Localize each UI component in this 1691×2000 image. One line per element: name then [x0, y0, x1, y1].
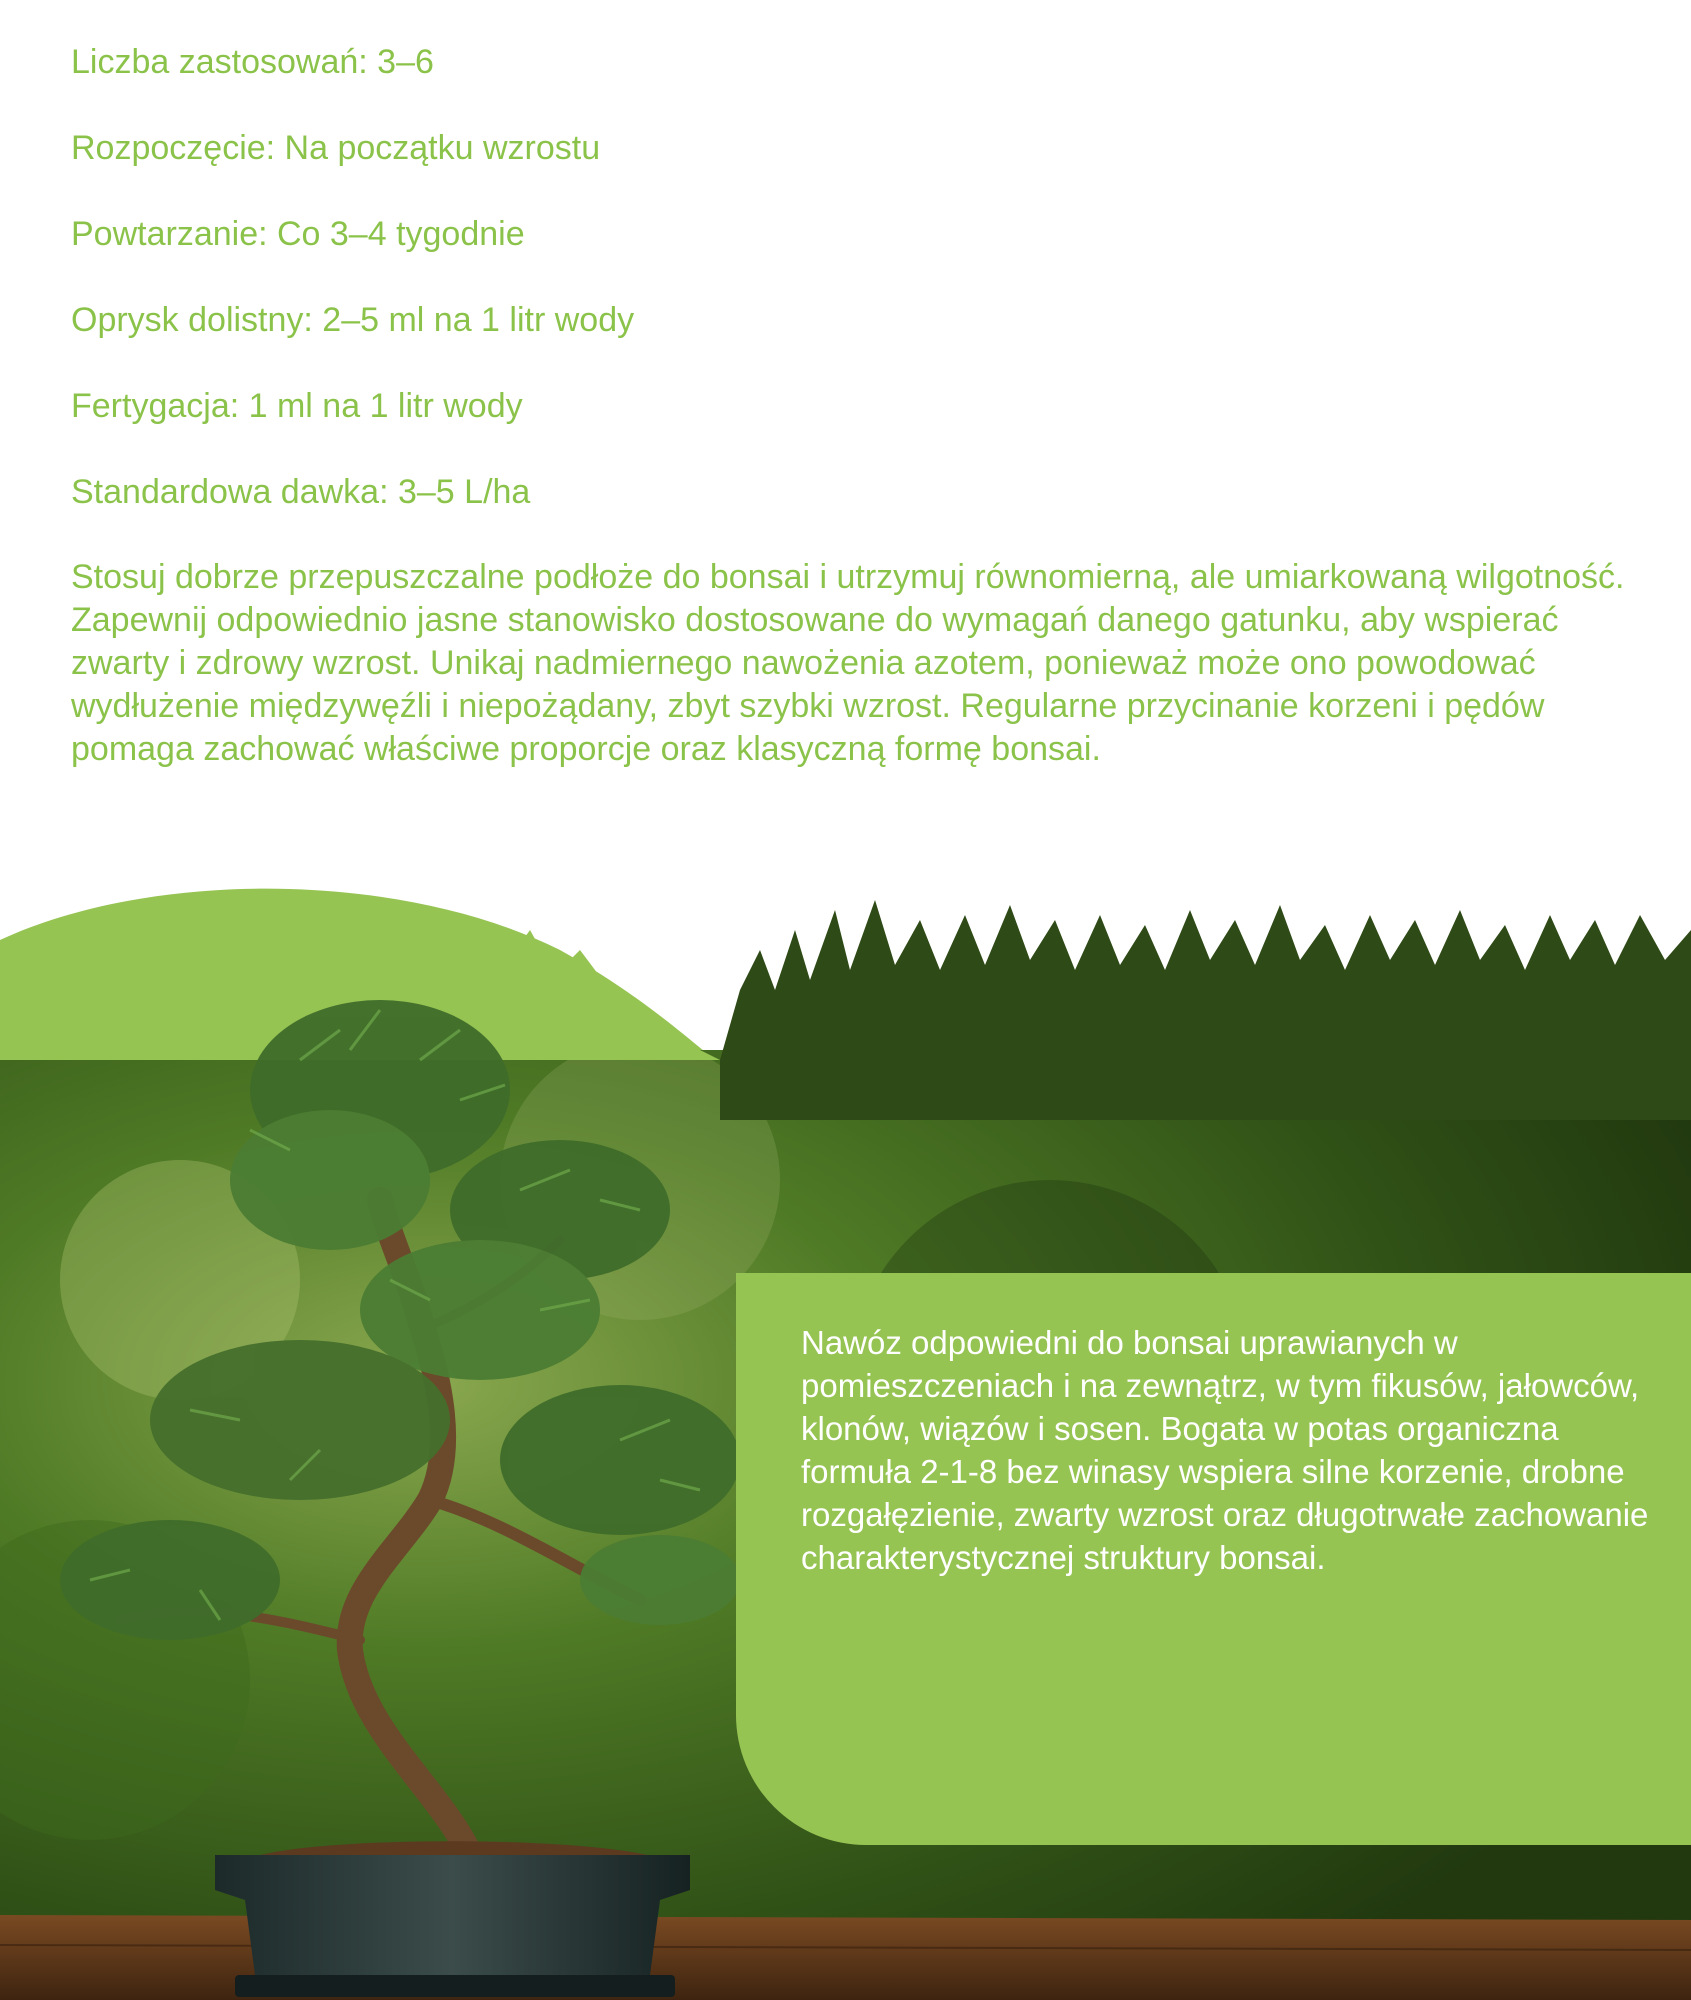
product-info-card [736, 1273, 1691, 1845]
care-instructions-paragraph: Stosuj dobrze przepuszczalne podłoże do bonsai i utrzymuj równomierną, ale umiarkowaną wilgotność. Zapewnij odpowiednio jasne stanowisko dostosowane do wymagań danego gatunku, aby wspierać zwarty i zdrowy wzrost. Unikaj nadmiernego nawożenia azotem, ponieważ może ono powodować wydłużenie międzywęźli i niepożądany, zbyt szybki wzrost. Regularne przycinanie korzeni i pędów pomaga zachować właściwe proporcje oraz klasyczną formę bonsai. [71, 558, 1625, 768]
bonsai-pot [215, 1855, 690, 1975]
spec-repetition: Powtarzanie: Co 3–4 tygodnie [71, 215, 525, 253]
spec-foliar-spray: Oprysk dolistny: 2–5 ml na 1 litr wody [71, 301, 635, 339]
spec-fertigation: Fertygacja: 1 ml na 1 litr wody [71, 387, 523, 425]
pot-tray [235, 1975, 675, 1997]
product-description: Nawóz odpowiedni do bonsai uprawianych w pomieszczeniach i na zewnątrz, w tym fikusów, jałowców, klonów, wiązów i sosen. Bogata w potas organiczna formuła 2-1-8 bez winasy wspiera silne korzenie, drobne rozgałęzienie, zwarty wzrost oraz długotrwałe zachowanie charakterystycznej struktury bonsai. [801, 1324, 1649, 1576]
spec-applications: Liczba zastosowań: 3–6 [71, 43, 434, 81]
grass-edge-dark [720, 900, 1691, 1120]
spec-start: Rozpoczęcie: Na początku wzrostu [71, 129, 601, 167]
spec-standard-dose: Standardowa dawka: 3–5 L/ha [71, 473, 531, 511]
product-specs-section [71, 40, 1631, 771]
